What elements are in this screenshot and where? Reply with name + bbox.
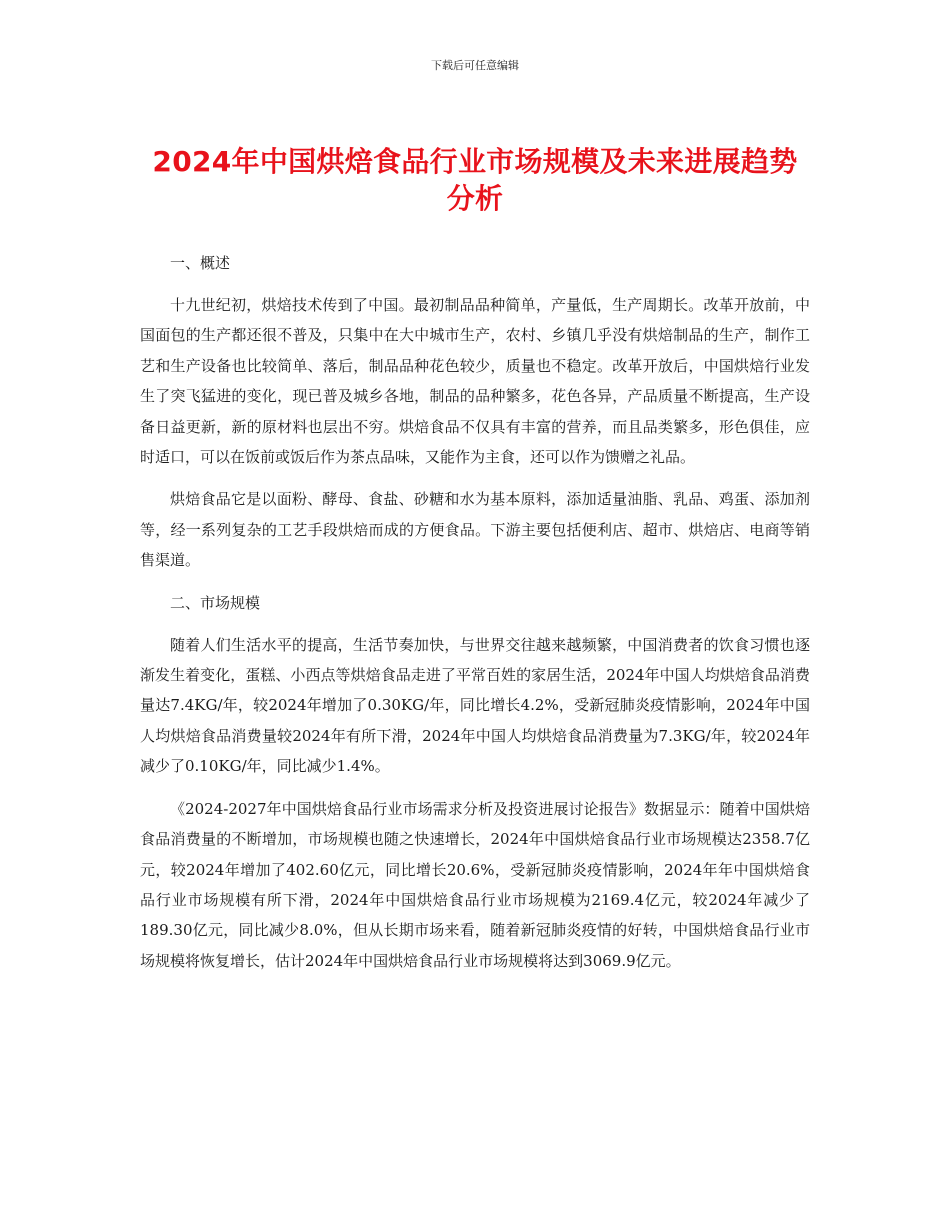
section-heading-overview: 一、概述 <box>170 254 231 272</box>
header-note: 下载后可任意编辑 <box>431 59 519 72</box>
paragraph: 随着人们生活水平的提高，生活节奏加快，与世界交往越来越频繁，中国消费者的饮食习惯也逐渐发生着变化，蛋糕、小西点等烘焙食品走进了平常百姓的家居生活，2024年中国人均烘焙食品消费量达7.4KG/年，较2024年增加了0.30KG/年，同比增长4.2%，受新冠肺炎疫情影响，2024年中国人均烘焙食品消费量较2024年有所下滑，2024年中国人均烘焙食品消费量为7.3KG/年，较2024年减少了0.10KG/年，同比减少1.4%。 <box>140 635 810 776</box>
paragraph: 烘焙食品它是以面粉、酵母、食盐、砂糖和水为基本原料，添加适量油脂、乳品、鸡蛋、添加剂等，经一系列复杂的工艺手段烘焙而成的方便食品。下游主要包括便利店、超市、烘焙店、电商等销售渠道。 <box>140 490 810 570</box>
paragraph: 十九世纪初，烘焙技术传到了中国。最初制品品种简单，产量低，生产周期长。改革开放前，中国面包的生产都还很不普及，只集中在大中城市生产，农村、乡镇几乎没有烘焙制品的生产，制作工艺和生产设备也比较简单、落后，制品品种花色较少，质量也不稳定。改革开放后，中国烘焙行业发生了突飞猛进的变化，现已普及城乡各地，制品的品种繁多，花色各异，产品质量不断提高，生产设备日益更新，新的原材料也层出不穷。烘焙食品不仅具有丰富的营养，而且品类繁多，形色俱佳，应时适口，可以在饭前或饭后作为茶点品味，又能作为主食，还可以作为馈赠之礼品。 <box>140 296 810 467</box>
section-heading-market-size: 二、市场规模 <box>170 593 261 612</box>
document-title: 2024年中国烘焙食品行业市场规模及未来进展趋势分析 <box>152 145 798 215</box>
paragraph: 《2024-2027年中国烘焙食品行业市场需求分析及投资进展讨论报告》数据显示：随着中国烘焙食品消费量的不断增加，市场规模也随之快速增长，2024年中国烘焙食品行业市场规模达2358.7亿元，较2024年增加了402.60亿元，同比增长20.6%，受新冠肺炎疫情影响，2024年年中国烘焙食品行业市场规模有所下滑，2024年中国烘焙食品行业市场规模为2169.4亿元，较2024年减少了189.30亿元，同比减少8.0%，但从长期市场来看，随着新冠肺炎疫情的好转，中国烘焙食品行业市场规模将恢复增长，估计2024年中国烘焙食品行业市场规模将达到3069.9亿元。 <box>140 799 810 970</box>
document-body <box>140 248 810 976</box>
